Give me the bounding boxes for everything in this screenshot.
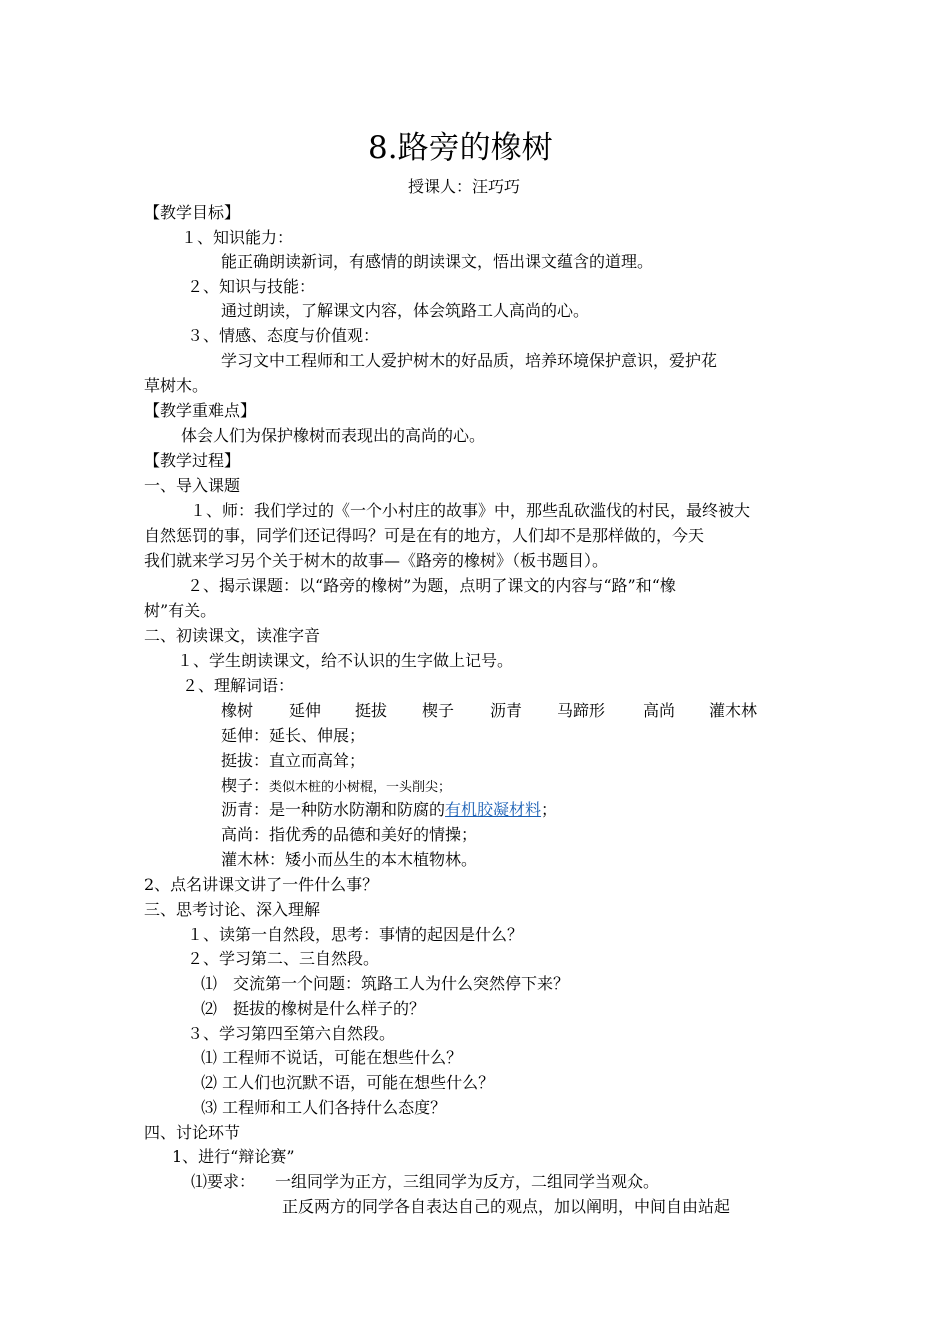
goal-1-heading: １、知识能力： xyxy=(181,228,294,247)
goal-1-text: 能正确朗读新词，有感情的朗读课文，悟出课文蕴含的道理。 xyxy=(221,252,654,271)
step-4-item-1: 1、进行“辩论赛” xyxy=(172,1147,295,1166)
step-1-paragraph-1-line-3: 我们就来学习另个关于树木的故事—《路旁的橡树》（板书题目）。 xyxy=(144,551,609,570)
doc-title: 8.路旁的橡树 xyxy=(368,130,553,166)
vocab-word: 橡树 xyxy=(221,701,254,720)
goal-3-heading: ３、情感、态度与价值观： xyxy=(187,326,380,345)
vocab-word: 延伸 xyxy=(289,701,322,720)
requirement-text: 一组同学为正方，三组同学为反方，二组同学当观众。 xyxy=(275,1172,660,1191)
step-2-item-3: 2、点名讲课文讲了一件什么事？ xyxy=(144,875,379,894)
step-1-paragraph-2: ２、揭示课题：以“路旁的橡树”为题，点明了课文的内容与“路”和“橡 xyxy=(187,576,676,595)
step-1-paragraph-1: １、师：我们学过的《一个小村庄的故事》中，那些乱砍滥伐的村民，最终被大 xyxy=(190,501,751,520)
definition-4-link[interactable]: 有机胶凝材料 xyxy=(445,800,542,819)
definition-2: 挺拔：直立而高耸； xyxy=(221,751,366,770)
definition-4-end: ； xyxy=(541,800,558,819)
step-3-item-2-question-2: ⑵ 挺拔的橡树是什么样子的？ xyxy=(201,999,426,1018)
definition-1: 延伸：延长、伸展； xyxy=(221,726,366,745)
step-3-item-1: １、读第一自然段，思考：事情的起因是什么？ xyxy=(187,925,524,944)
definition-5: 高尚：指优秀的品德和美好的情操； xyxy=(221,825,478,844)
step-3-item-2: ２、学习第二、三自然段。 xyxy=(187,949,380,968)
step-3-item-2-question-1: ⑴ 交流第一个问题：筑路工人为什么突然停下来？ xyxy=(201,974,570,993)
section-heading-goals: 【教学目标】 xyxy=(144,203,241,222)
vocab-word: 楔子 xyxy=(422,701,455,720)
step-3-heading: 三、思考讨论、深入理解 xyxy=(144,900,321,919)
step-4-requirement xyxy=(191,1172,659,1192)
vocab-word: 高尚 xyxy=(643,701,676,720)
vocab-word: 灌木林 xyxy=(709,701,758,720)
definition-6: 灌木林：矮小而丛生的本木植物林。 xyxy=(221,850,478,869)
step-2-item-2: ２、理解词语： xyxy=(182,676,295,695)
vocab-word: 沥青 xyxy=(490,701,523,720)
step-3-item-3: ３、学习第四至第六自然段。 xyxy=(187,1024,396,1043)
goal-2-heading: ２、知识与技能： xyxy=(187,277,316,296)
requirement-label: ⑴要求： xyxy=(191,1172,256,1191)
goal-2-text: 通过朗读，了解课文内容，体会筑路工人高尚的心。 xyxy=(221,301,590,320)
step-4-requirement-cont: 正反两方的同学各自表达自己的观点，加以阐明，中间自由站起 xyxy=(282,1197,731,1216)
goal-3-text: 学习文中工程师和工人爱护树木的好品质，培养环境保护意识，爱护花 xyxy=(221,351,718,370)
step-3-item-3-question-3: ⑶ 工程师和工人们各持什么态度？ xyxy=(201,1098,447,1117)
step-3-item-3-question-2: ⑵ 工人们也沉默不语，可能在想些什么？ xyxy=(201,1073,495,1092)
definition-3-term: 楔子： xyxy=(221,776,270,795)
step-1-paragraph-2-line-2: 树”有关。 xyxy=(144,601,217,620)
vocab-word: 挺拔 xyxy=(355,701,388,720)
definition-4-text: 沥青：是一种防水防潮和防腐的 xyxy=(221,800,446,819)
definition-3-text: 类似木桩的小树棍，一头削尖； xyxy=(269,780,452,795)
step-2-heading: 二、初读课文，读准字音 xyxy=(144,626,321,645)
goal-3-text-cont: 草树木。 xyxy=(144,376,209,395)
step-2-item-1: １、学生朗读课文，给不认识的生字做上记号。 xyxy=(177,651,514,670)
definition-4 xyxy=(221,800,557,820)
step-1-heading: 一、导入课题 xyxy=(144,476,241,495)
step-3-item-3-question-1: ⑴ 工程师不说话，可能在想些什么？ xyxy=(201,1048,463,1067)
step-1-paragraph-1-line-2: 自然惩罚的事，同学们还记得吗？可是在有的地方，人们却不是那样做的，今天 xyxy=(144,526,705,545)
author-line: 授课人：汪巧巧 xyxy=(408,177,521,196)
section-heading-key-points: 【教学重难点】 xyxy=(144,401,257,420)
key-points-text: 体会人们为保护橡树而表现出的高尚的心。 xyxy=(181,426,486,445)
step-4-heading: 四、讨论环节 xyxy=(144,1123,241,1142)
definition-3 xyxy=(221,776,451,798)
vocab-word: 马蹄形 xyxy=(557,701,606,720)
section-heading-process: 【教学过程】 xyxy=(144,451,241,470)
